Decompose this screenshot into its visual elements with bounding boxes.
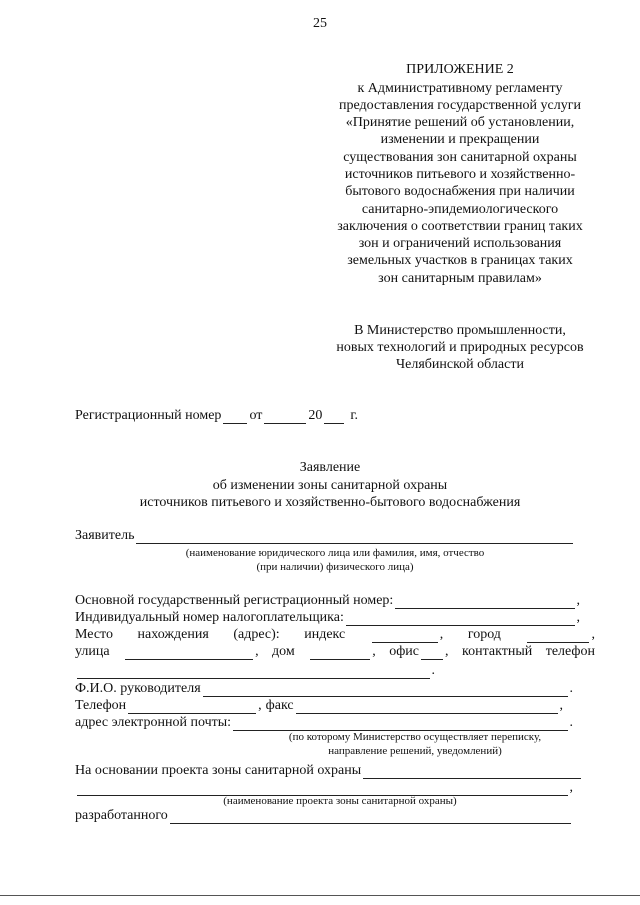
phone-fax-row: Телефон , факс , [75, 698, 563, 713]
appendix-line: земельных участков в границах таких [347, 253, 573, 268]
declaration-line: источников питьевого и хозяйственно-бытового водоснабжения [139, 495, 521, 510]
appendix-line: зон и ограничений использования [358, 236, 562, 251]
inn-field[interactable] [346, 624, 575, 626]
developed-label: разработанного [75, 808, 168, 823]
project-row: , [75, 780, 573, 796]
inn-label: Индивидуальный номер налогоплательщика: [75, 610, 344, 625]
office-label: офис [389, 644, 420, 659]
addressee-line: Челябинской области [396, 357, 524, 372]
registration-number-field[interactable] [223, 422, 247, 424]
appendix-line: к Административному регламенту [357, 81, 563, 96]
developed-field[interactable] [170, 822, 571, 824]
appendix-line: изменении и прекращении [380, 132, 540, 147]
appendix-line: зон санитарным правилам» [378, 271, 542, 286]
page-bottom-rule [0, 895, 640, 896]
fax-label: факс [265, 698, 294, 713]
applicant-field[interactable] [136, 542, 573, 544]
registration-from: от [249, 408, 263, 423]
street-field[interactable] [125, 658, 253, 660]
basis-field[interactable] [363, 777, 581, 779]
email-row: адрес электронной почты: . [75, 715, 573, 730]
addressee-block [300, 322, 620, 373]
applicant-row [75, 528, 575, 544]
location-label: Место [75, 627, 113, 642]
declaration-title: Заявление [299, 460, 361, 475]
index-label: индекс [304, 627, 346, 642]
house-field[interactable] [310, 658, 370, 660]
appendix-line: заключения о соответствии границ таких [337, 219, 583, 234]
contact-label: контактный [462, 644, 533, 659]
city-label: город [467, 627, 501, 642]
declaration-line: об изменении зоны санитарной охраны [212, 477, 448, 493]
city-group: , [525, 627, 595, 643]
applicant-hint: (наименование юридического лица или фамилия, имя, отчество (при наличии) физического лица) [185, 547, 485, 573]
appendix-line: существования зон санитарной охраны [343, 150, 577, 165]
office-field[interactable] [421, 658, 443, 660]
inn-row: Индивидуальный номер налогоплательщика: , [75, 610, 580, 625]
street-group: , [123, 644, 259, 660]
appendix-line: предоставления государственной услуги [339, 98, 581, 113]
appendix-line: «Принятие решений об установлении, [345, 115, 575, 130]
city-field[interactable] [527, 641, 589, 643]
registration-date-field[interactable] [264, 422, 306, 424]
street-label: улица [75, 644, 110, 659]
house-group: , [308, 644, 376, 660]
office-group: офис , [389, 644, 449, 659]
head-fio-label: Ф.И.О. руководителя [75, 681, 201, 696]
appendix-line: бытового водоснабжения при наличии [345, 184, 575, 199]
applicant-label: Заявитель [75, 528, 135, 543]
ogrn-row: Основной государственный регистрационный номер: , [75, 593, 580, 608]
addressee-line: новых технологий и природных ресурсов [336, 340, 584, 355]
email-label: адрес электронной почты: [75, 715, 232, 730]
contact-phone-label: телефон [545, 644, 595, 659]
declaration-heading [0, 459, 640, 512]
location-label: нахождения [137, 627, 209, 642]
house-label: дом [272, 644, 295, 659]
ogrn-field[interactable] [395, 607, 574, 609]
index-field[interactable] [372, 641, 438, 643]
index-group: , [370, 627, 444, 643]
basis-label: На основании проекта зоны санитарной охраны [75, 763, 362, 778]
head-row: Ф.И.О. руководителя . [75, 681, 573, 696]
registration-line [75, 408, 395, 424]
appendix-line: источников питьевого и хозяйственно- [344, 167, 576, 182]
developed-row [75, 808, 573, 824]
appendix-title: ПРИЛОЖЕНИЕ 2 [406, 62, 514, 77]
basis-row [75, 763, 583, 779]
fax-field[interactable] [296, 712, 558, 714]
registration-year-prefix: 20 [308, 408, 323, 423]
phone-label: Телефон [75, 698, 127, 713]
registration-year-field[interactable] [324, 422, 344, 424]
phone-field[interactable] [128, 712, 256, 714]
contact-phone-field[interactable] [77, 677, 430, 679]
head-fio-field[interactable] [203, 695, 568, 697]
registration-label: Регистрационный номер [75, 408, 222, 423]
street-row [75, 644, 595, 660]
registration-year-suffix: г. [350, 408, 359, 423]
ogrn-label: Основной государственный регистрационный номер: [75, 593, 394, 608]
project-hint: (наименование проекта зоны санитарной охраны) [223, 795, 457, 807]
page-number: 25 [313, 16, 327, 31]
email-hint: (по которому Министерство осуществляет переписку, направление решений, уведомлений) [288, 731, 542, 757]
contact-phone-row: . [75, 663, 435, 679]
address-label: (адрес): [233, 627, 280, 642]
location-row [75, 627, 595, 643]
addressee-line: В Министерство промышленности, [354, 323, 566, 338]
appendix-line: санитарно-эпидемиологического [361, 202, 559, 217]
